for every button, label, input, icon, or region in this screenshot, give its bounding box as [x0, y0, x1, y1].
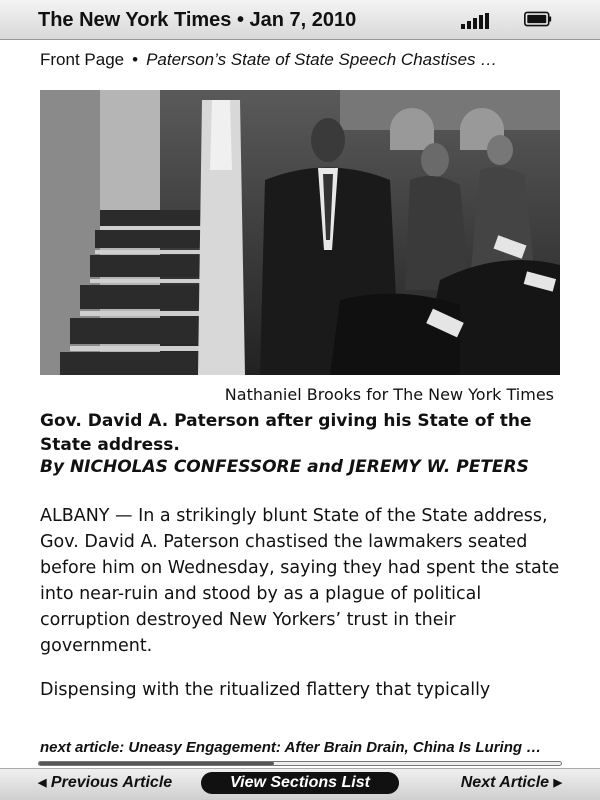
status-header [0, 0, 600, 40]
reading-progress-fill [39, 762, 274, 765]
next-article-button[interactable] [461, 774, 562, 792]
article-byline: By NICHOLAS CONFESSORE and JEREMY W. PETERS [40, 457, 529, 477]
previous-article-button[interactable] [38, 774, 172, 792]
signal-bars-icon [461, 13, 491, 29]
breadcrumb-section[interactable]: Front Page [40, 50, 125, 69]
publication-title: The New York Times • Jan 7, 2010 [38, 9, 357, 31]
triangle-left-icon: ◀ [38, 777, 47, 789]
photo-caption: Gov. David A. Paterson after giving his State of the State address. [40, 411, 532, 455]
previous-article-label: Previous Article [50, 774, 173, 791]
triangle-right-icon: ▶ [553, 777, 562, 789]
reading-progress-bar [38, 761, 562, 766]
footer-nav [0, 768, 600, 800]
photo-credit: Nathaniel Brooks for The New York Times [224, 385, 554, 404]
article-paragraph: ALBANY — In a strikingly blunt State of the State address, Gov. David A. Paterson chastised the lawmakers seated before him on Wednesday, saying they had spent the state into near-ruin and stood by as a plague of political corruption destroyed New Yorkers’ trust in their government. [40, 506, 560, 656]
article-paragraph: Dispensing with the ritualized flattery that typically [40, 680, 491, 700]
next-article-label: Next Article [460, 774, 550, 791]
next-article-preview[interactable]: next article: Uneasy Engagement: After Brain Drain, China Is Luring … [40, 739, 542, 756]
view-sections-button[interactable]: View Sections List [201, 772, 399, 794]
article-photo [40, 90, 560, 375]
breadcrumb-separator: • [132, 50, 139, 69]
breadcrumb-article: Paterson’s State of State Speech Chastises … [146, 50, 498, 69]
battery-icon [524, 11, 552, 27]
breadcrumb [40, 50, 560, 70]
